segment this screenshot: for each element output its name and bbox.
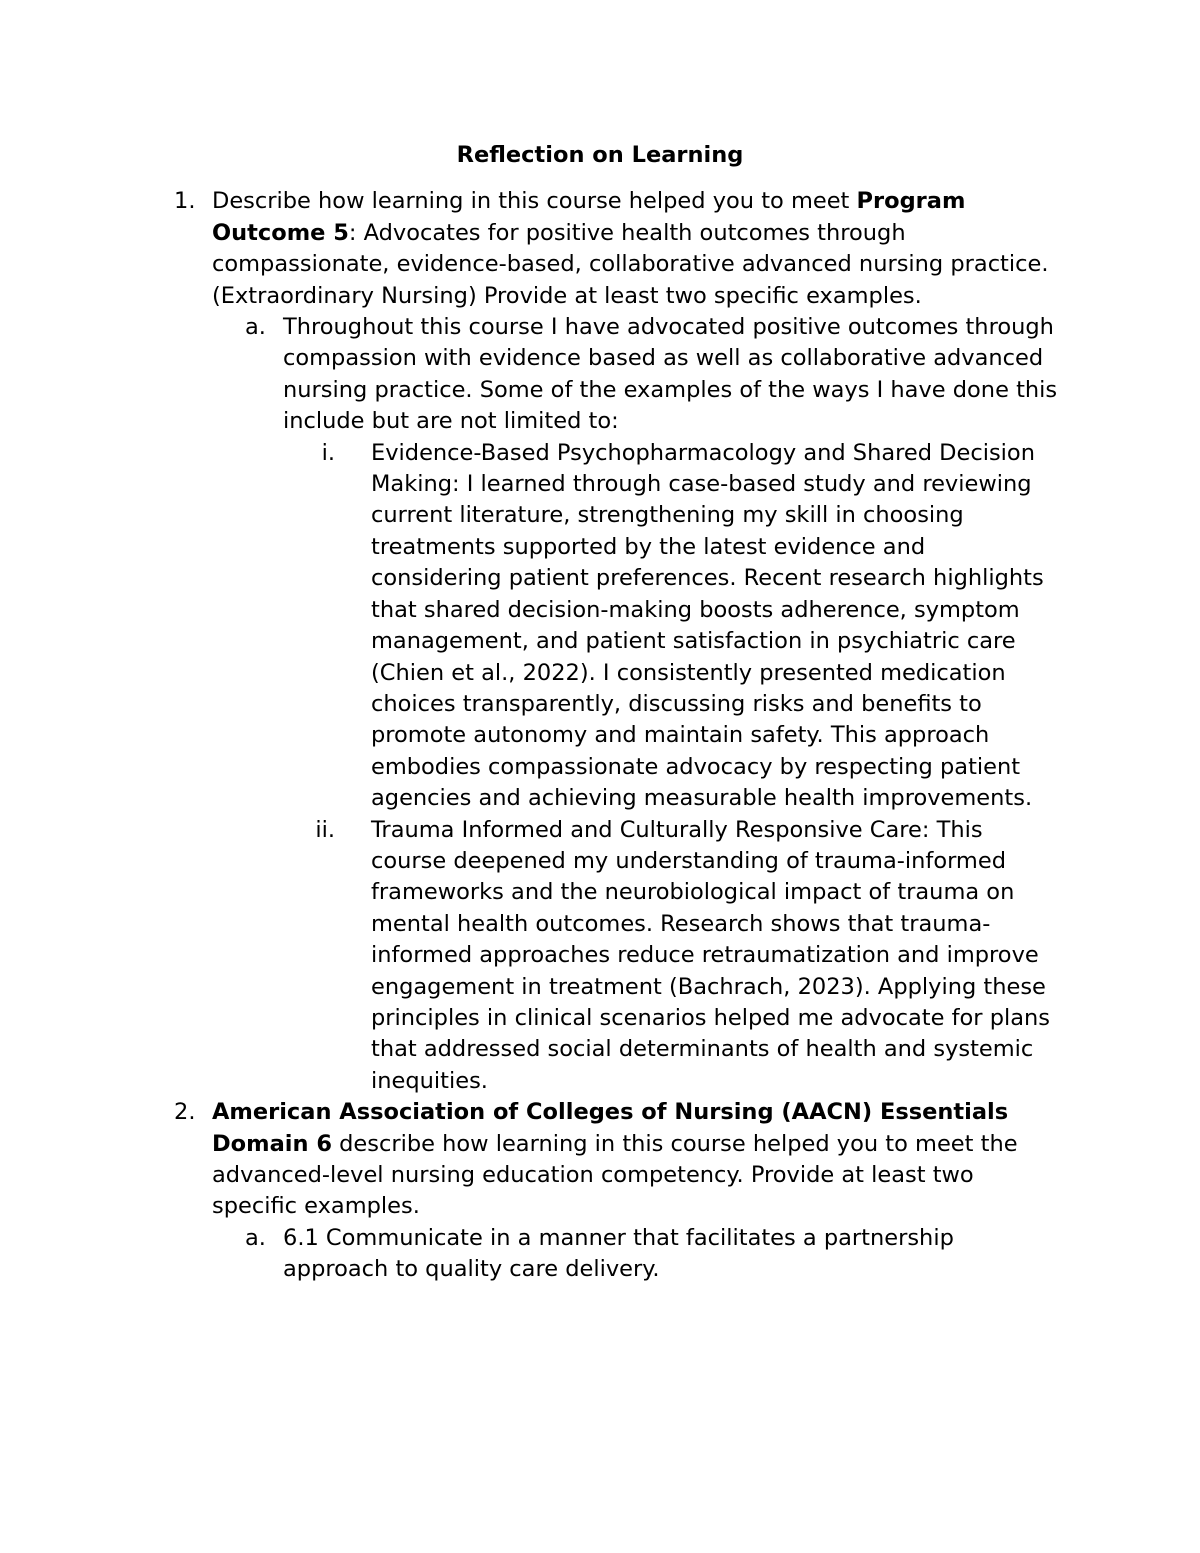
q2-bold: American Association of Colleges of Nursing (AACN) Essentials Domain 6 — [212, 1099, 1009, 1157]
list-marker: i. — [321, 439, 335, 466]
title-wrap — [140, 140, 1060, 171]
list-item-q2-a — [160, 1223, 1060, 1286]
q1-a-ii-text: Trauma Informed and Culturally Responsive Care: This course deepened my understanding of trauma-informed frameworks and the neurobiological impact of trauma on mental health outcomes. Research shows that trauma-informed approaches reduce retraumatization and improve engagement in treatment (Bachrach, 2023). Applying these principles in clinical scenarios helped me advocate for plans that addressed social determinants of health and systemic inequities. — [371, 816, 1050, 1094]
list-item-q1-a-ii — [160, 815, 1060, 1098]
list-marker: a. — [245, 314, 266, 341]
list-marker: ii. — [315, 816, 335, 843]
q1-a-text: Throughout this course I have advocated positive outcomes through compassion with evidence based as well as collaborative advanced nursing practice. Some of the examples of the ways I have done this include but are not limited to: — [283, 314, 1058, 435]
q2-a-text: 6.1 Communicate in a manner that facilitates a partnership approach to quality care delivery. — [283, 1224, 954, 1283]
list-marker: 1. — [174, 188, 196, 215]
q2-text-after: describe how learning in this course helped you to meet the advanced-level nursing education competency. Provide at least two specific examples. — [212, 1130, 1018, 1220]
list-item-q2 — [160, 1097, 1060, 1223]
q1-a-i-text: Evidence-Based Psychopharmacology and Shared Decision Making: I learned through case-based study and reviewing current literature, strengthening my skill in choosing treatments supported by the latest evidence and considering patient preferences. Recent research highlights that shared decision-making boosts adherence, symptom management, and patient satisfaction in psychiatric care (Chien et al., 2022). I consistently presented medication choices transparently, discussing risks and benefits to promote autonomy and maintain safety. This approach embodies compassionate advocacy by respecting patient agencies and achieving measurable health improvements. — [371, 439, 1044, 812]
list-marker: a. — [245, 1224, 266, 1251]
document-title: Reflection on Learning — [456, 142, 744, 168]
list-item-q1-a — [160, 312, 1060, 438]
q1-text-after: : Advocates for positive health outcomes through compassionate, evidence-based, collaborative advanced nursing practice. (Extraordinary Nursing) Provide at least two specific examples. — [212, 219, 1049, 309]
list-marker: 2. — [174, 1099, 196, 1126]
q1-text-before: Describe how learning in this course helped you to meet — [212, 188, 857, 215]
q1-bold: Program Outcome 5 — [212, 188, 966, 246]
list-item-q1 — [160, 186, 1060, 312]
list-item-q1-a-i — [160, 438, 1060, 815]
